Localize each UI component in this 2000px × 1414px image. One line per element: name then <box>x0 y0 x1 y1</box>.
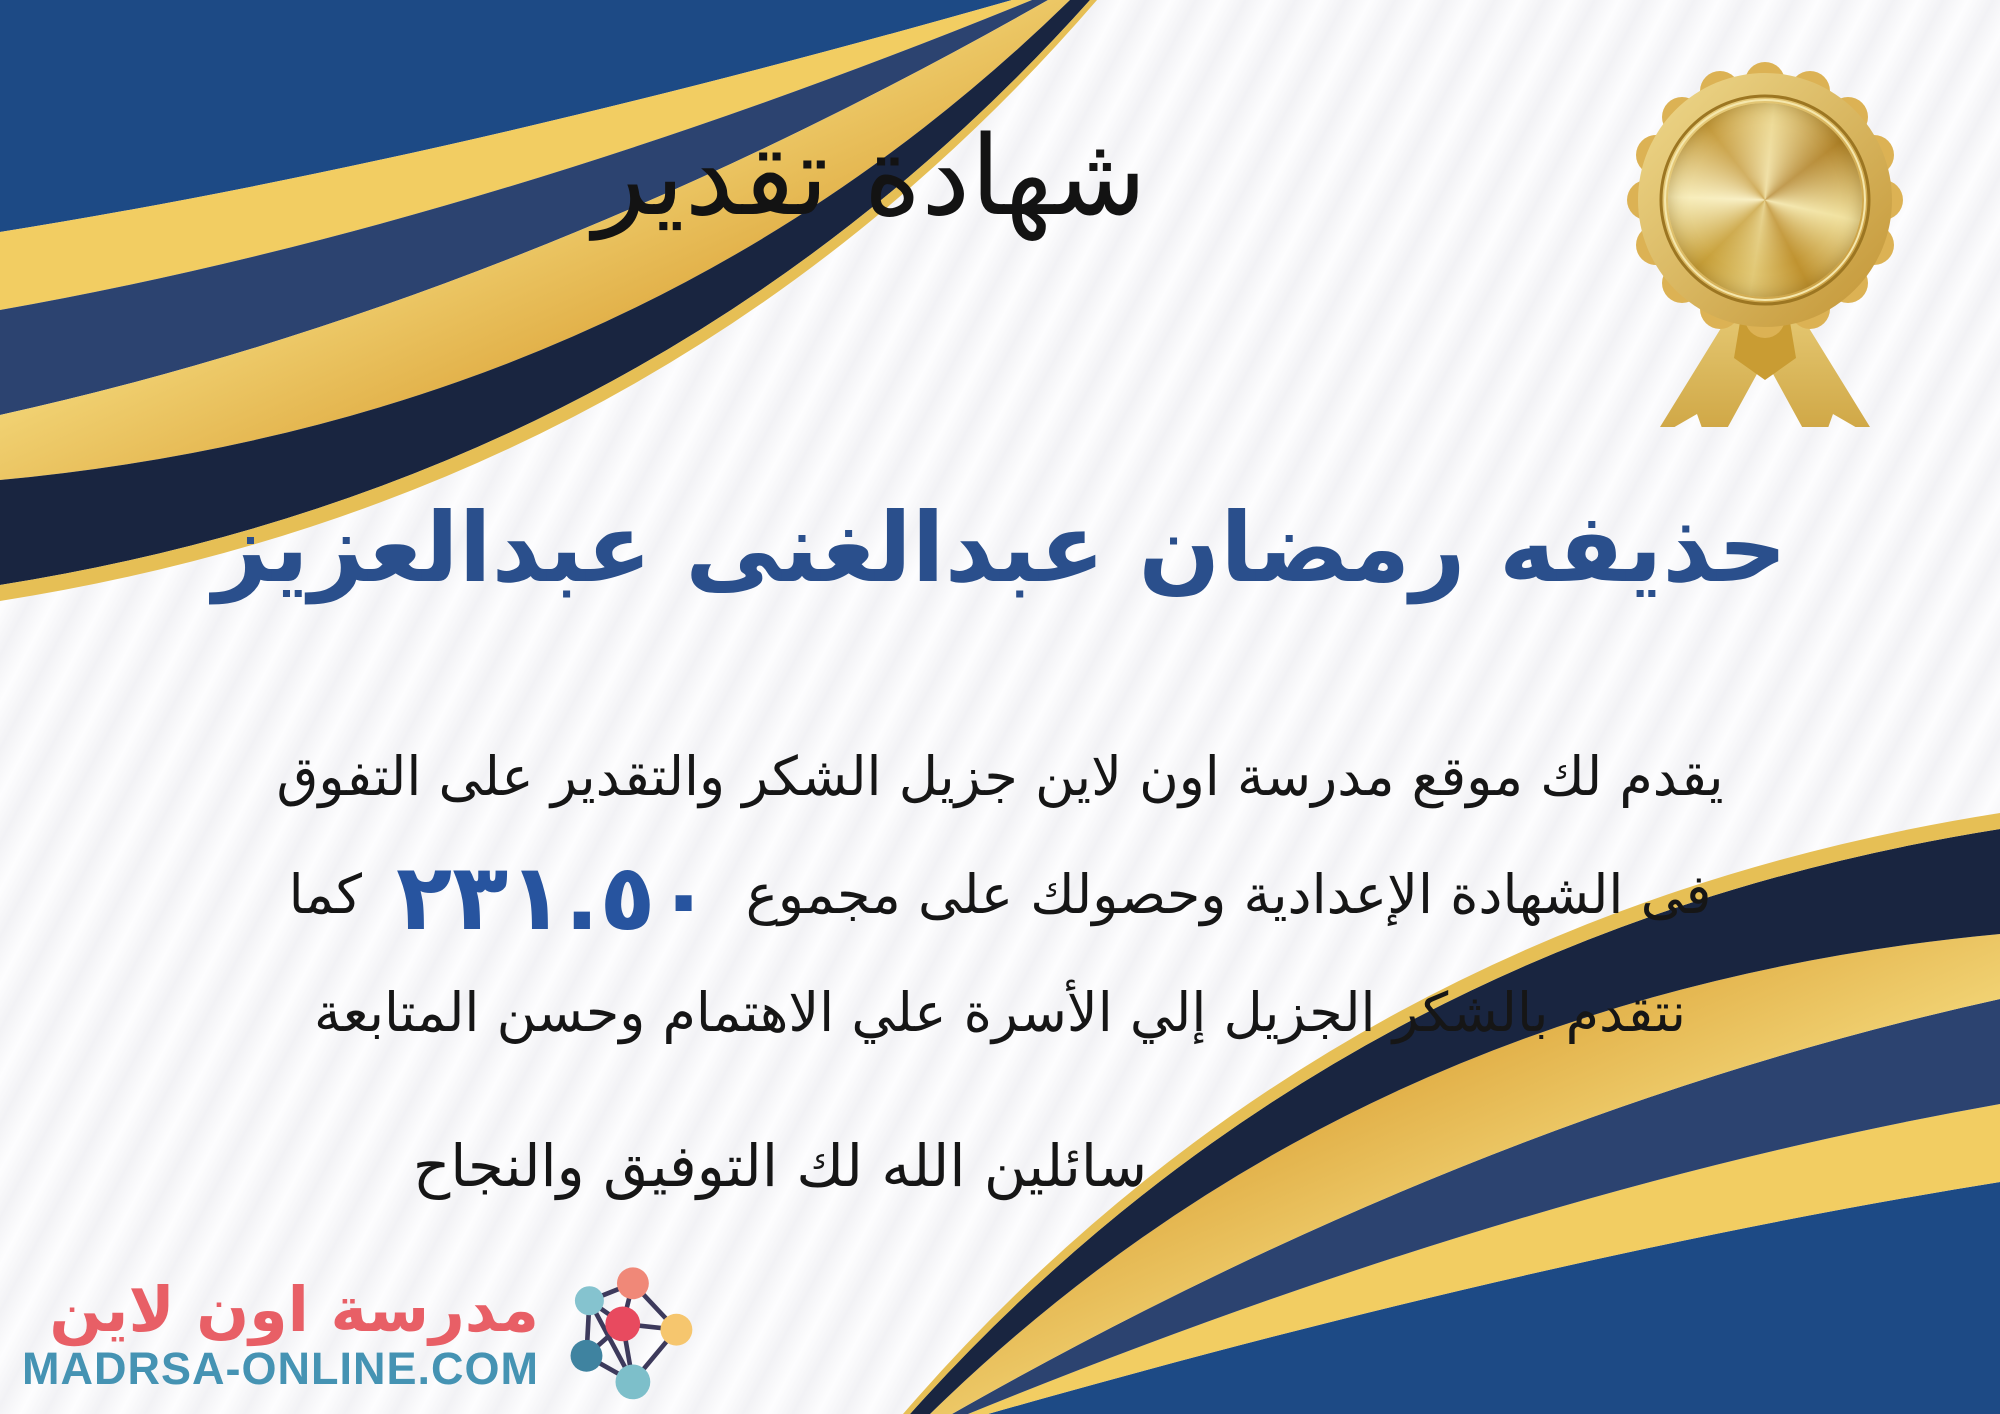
certificate-title: شهادة تقدير <box>593 112 1147 240</box>
logo-text-column <box>22 1273 539 1394</box>
student-name: حذيفه رمضان عبدالغنى عبدالعزيز <box>212 492 1788 604</box>
score-value: ٢٣١.٥٠ <box>395 844 712 952</box>
body-line-1: يقدم لك موقع مدرسة اون لاين جزيل الشكر والتقدير على التفوق <box>276 745 1724 808</box>
logo-arabic-text: مدرسة اون لاين <box>49 1273 539 1347</box>
body-line-2 <box>30 836 1970 954</box>
medal-disc <box>1668 103 1862 297</box>
gold-medal-icon <box>1600 42 1930 427</box>
closing-line: سائلين الله لك التوفيق والنجاح <box>412 1132 1148 1200</box>
logo-domain-text: MADRSA-ONLINE.COM <box>22 1342 539 1394</box>
body-line-2-after: كما <box>288 863 362 926</box>
site-logo <box>22 1263 705 1408</box>
certificate-body <box>30 718 1970 1072</box>
body-line-3: نتقدم بالشكر الجزيل إلي الأسرة علي الاهتمام وحسن المتابعة <box>313 981 1687 1044</box>
body-line-2-before: فى الشهادة الإعدادية وحصولك على مجموع <box>745 863 1712 926</box>
network-graph-icon <box>555 1263 705 1408</box>
